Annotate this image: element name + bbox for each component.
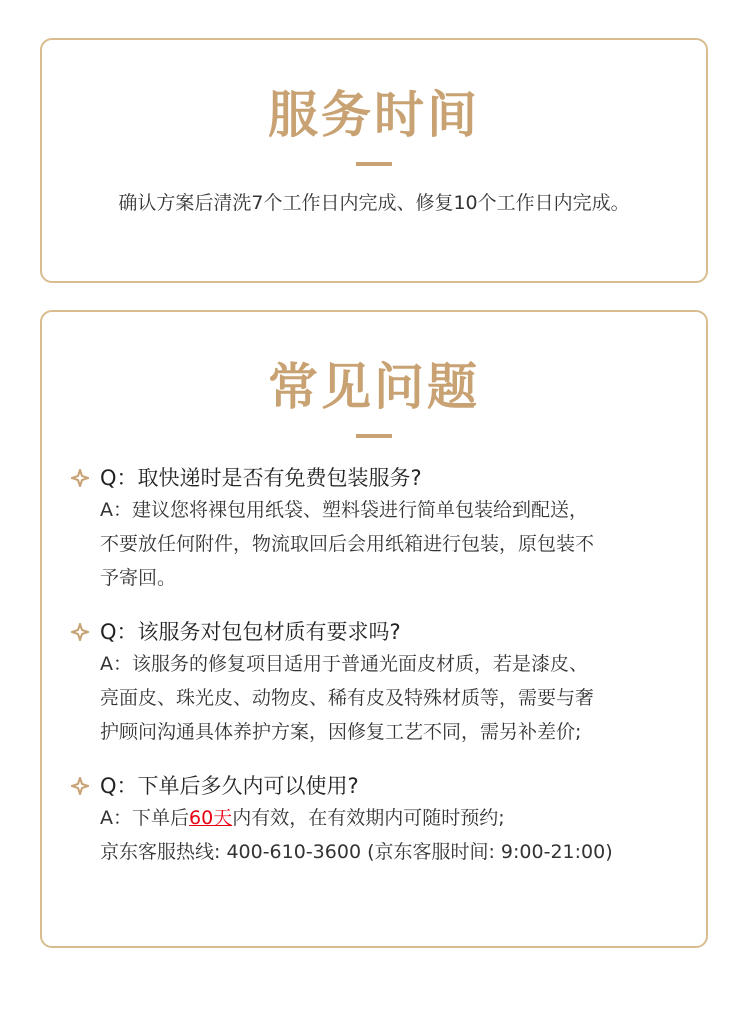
- diamond-star-icon: [70, 776, 90, 796]
- faq-item: [70, 771, 686, 869]
- faq-answer-line: 亮面皮、珠光皮、动物皮、稀有皮及特殊材质等，需要与奢: [100, 687, 595, 709]
- service-time-card: [40, 38, 708, 283]
- faq-question: Q：取快递时是否有免费包装服务?: [100, 466, 422, 490]
- faq-answer-line: 不要放任何附件，物流取回后会用纸箱进行包装，原包装不: [100, 533, 595, 555]
- diamond-star-icon: [70, 622, 90, 642]
- faq-question: Q：下单后多久内可以使用?: [100, 774, 359, 798]
- faq-answer-line: A：建议您将裸包用纸袋、塑料袋进行简单包装给到配送，: [100, 499, 588, 521]
- faq-answer: [70, 647, 686, 749]
- answer-prefix: A：下单后: [100, 807, 189, 829]
- faq-question: Q：该服务对包包材质有要求吗?: [100, 620, 401, 644]
- faq-answer-line: 护顾问沟通具体养护方案，因修复工艺不同，需另补差价;: [100, 721, 582, 743]
- answer-suffix: 内有效，在有效期内可随时预约;: [232, 807, 505, 829]
- title-divider: [356, 162, 392, 166]
- title-divider: [356, 434, 392, 438]
- validity-highlight: 60天: [189, 807, 233, 829]
- faq-question-row: [70, 463, 686, 493]
- faq-title: 常见问题: [268, 358, 480, 416]
- faq-question-row: [70, 617, 686, 647]
- faq-answer-line: 予寄回。: [100, 567, 177, 589]
- customer-service-hotline: 京东客服热线: 400-610-3600 (京东客服时间: 9:00-21:00): [100, 841, 613, 863]
- faq-answer: [70, 801, 686, 869]
- faq-item: [70, 617, 686, 749]
- diamond-star-icon: [70, 468, 90, 488]
- faq-answer-line: A：该服务的修复项目适用于普通光面皮材质，若是漆皮、: [100, 653, 588, 675]
- service-time-description: 确认方案后清洗7个工作日内完成、修复10个工作日内完成。: [118, 192, 630, 214]
- faq-answer: [70, 493, 686, 595]
- faq-question-row: [70, 771, 686, 801]
- service-time-title: 服务时间: [268, 86, 480, 144]
- faq-card: [40, 310, 708, 948]
- faq-item: [70, 463, 686, 595]
- faq-answer-line: [100, 801, 686, 835]
- faq-list: [42, 463, 706, 869]
